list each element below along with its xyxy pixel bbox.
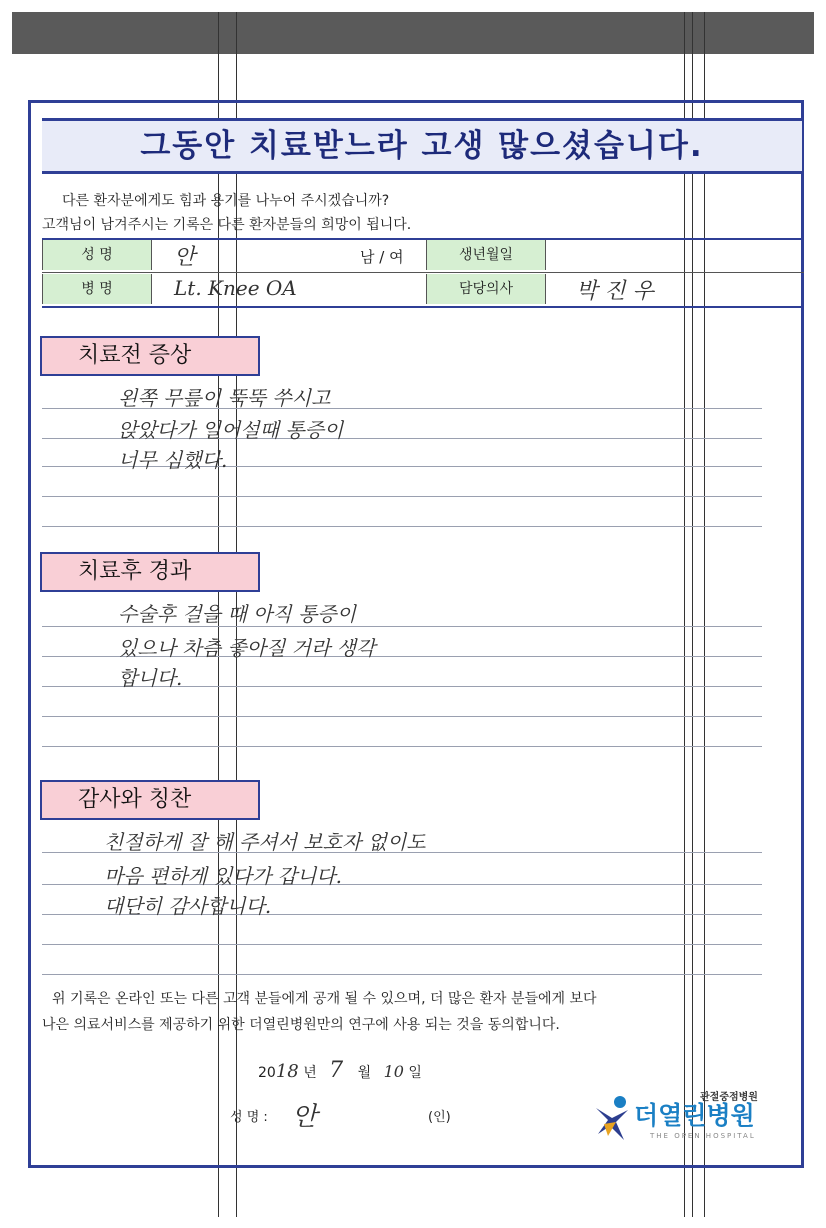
consent-line-1: 위 기록은 온라인 또는 다른 고객 분들에게 공개 될 수 있으며, 더 많은 환자 분들에게 보다 [52,991,597,1007]
after-line-3: 합니다. [118,666,183,690]
date-year: 18 [275,1061,299,1082]
patient-info-table [42,238,804,308]
doctor-value: 박 진 우 [576,279,654,304]
consent-line-2: 나은 의료서비스를 제공하기 위한 더열린병원만의 연구에 사용 되는 것을 동의합니다. [42,1017,560,1033]
hospital-logo-icon [594,1094,634,1142]
date-day: 10 [383,1062,404,1081]
signature-seal: (인) [428,1110,451,1125]
thanks-line-3: 대단히 감사합니다. [104,894,272,918]
name-value: 안 [174,245,196,270]
section-heading-after: 치료후 경과 [40,552,260,592]
disease-value: Lt. Knee OA [174,276,297,300]
logo-tagline: 관절중점병원 [700,1092,758,1103]
gender-field: 남 / 여 [360,248,404,266]
ruled-line [42,746,762,747]
before-line-1: 왼쪽 무릎이 뚝뚝 쑤시고 [118,386,331,410]
ruled-line [42,974,762,975]
birth-label: 생년월일 [426,240,546,270]
date-month-unit: 월 [357,1065,372,1081]
ruled-line [42,716,762,717]
thanks-line-1: 친절하게 잘 해 주셔서 보호자 없이도 [104,830,426,854]
scan-top-bar [12,12,814,54]
doctor-label: 담당의사 [426,274,546,304]
ruled-line [42,944,762,945]
ruled-line [42,496,762,497]
info-row-name [42,240,804,273]
name-label: 성 명 [42,240,152,270]
disease-label: 병 명 [42,274,152,304]
info-row-disease [42,274,804,306]
ruled-line [42,526,762,527]
form-title: 그동안 치료받느라 고생 많으셨습니다. [42,118,802,174]
date-year-unit: 년 [303,1065,317,1081]
date-day-unit: 일 [408,1065,422,1081]
after-line-2: 있으나 차츰 좋아질 거라 생각 [118,636,376,660]
date-month: 7 [329,1058,344,1083]
before-line-2: 앉았다가 일어설때 통증이 [118,418,344,442]
section-heading-thanks: 감사와 칭찬 [40,780,260,820]
date-year-prefix: 20 [258,1065,276,1081]
before-line-3: 너무 심했다. [118,448,228,472]
intro-line-1: 다른 환자분에게도 힘과 용기를 나누어 주시겠습니까? [62,193,390,209]
thanks-line-2: 마음 편하게 있다가 갑니다. [104,864,342,888]
logo-name: 더열린병원 [634,1101,755,1130]
signature-value: 안 [292,1102,318,1132]
date-line [258,1058,422,1083]
after-line-1: 수술후 걸을 때 아직 통증이 [118,602,356,626]
section-heading-before: 치료전 증상 [40,336,260,376]
logo-english: THE OPEN HOSPITAL [650,1132,756,1140]
signature-label: 성 명 : [230,1110,268,1125]
intro-line-2: 고객님이 남겨주시는 기록은 다른 환자분들의 희망이 됩니다. [42,217,412,233]
